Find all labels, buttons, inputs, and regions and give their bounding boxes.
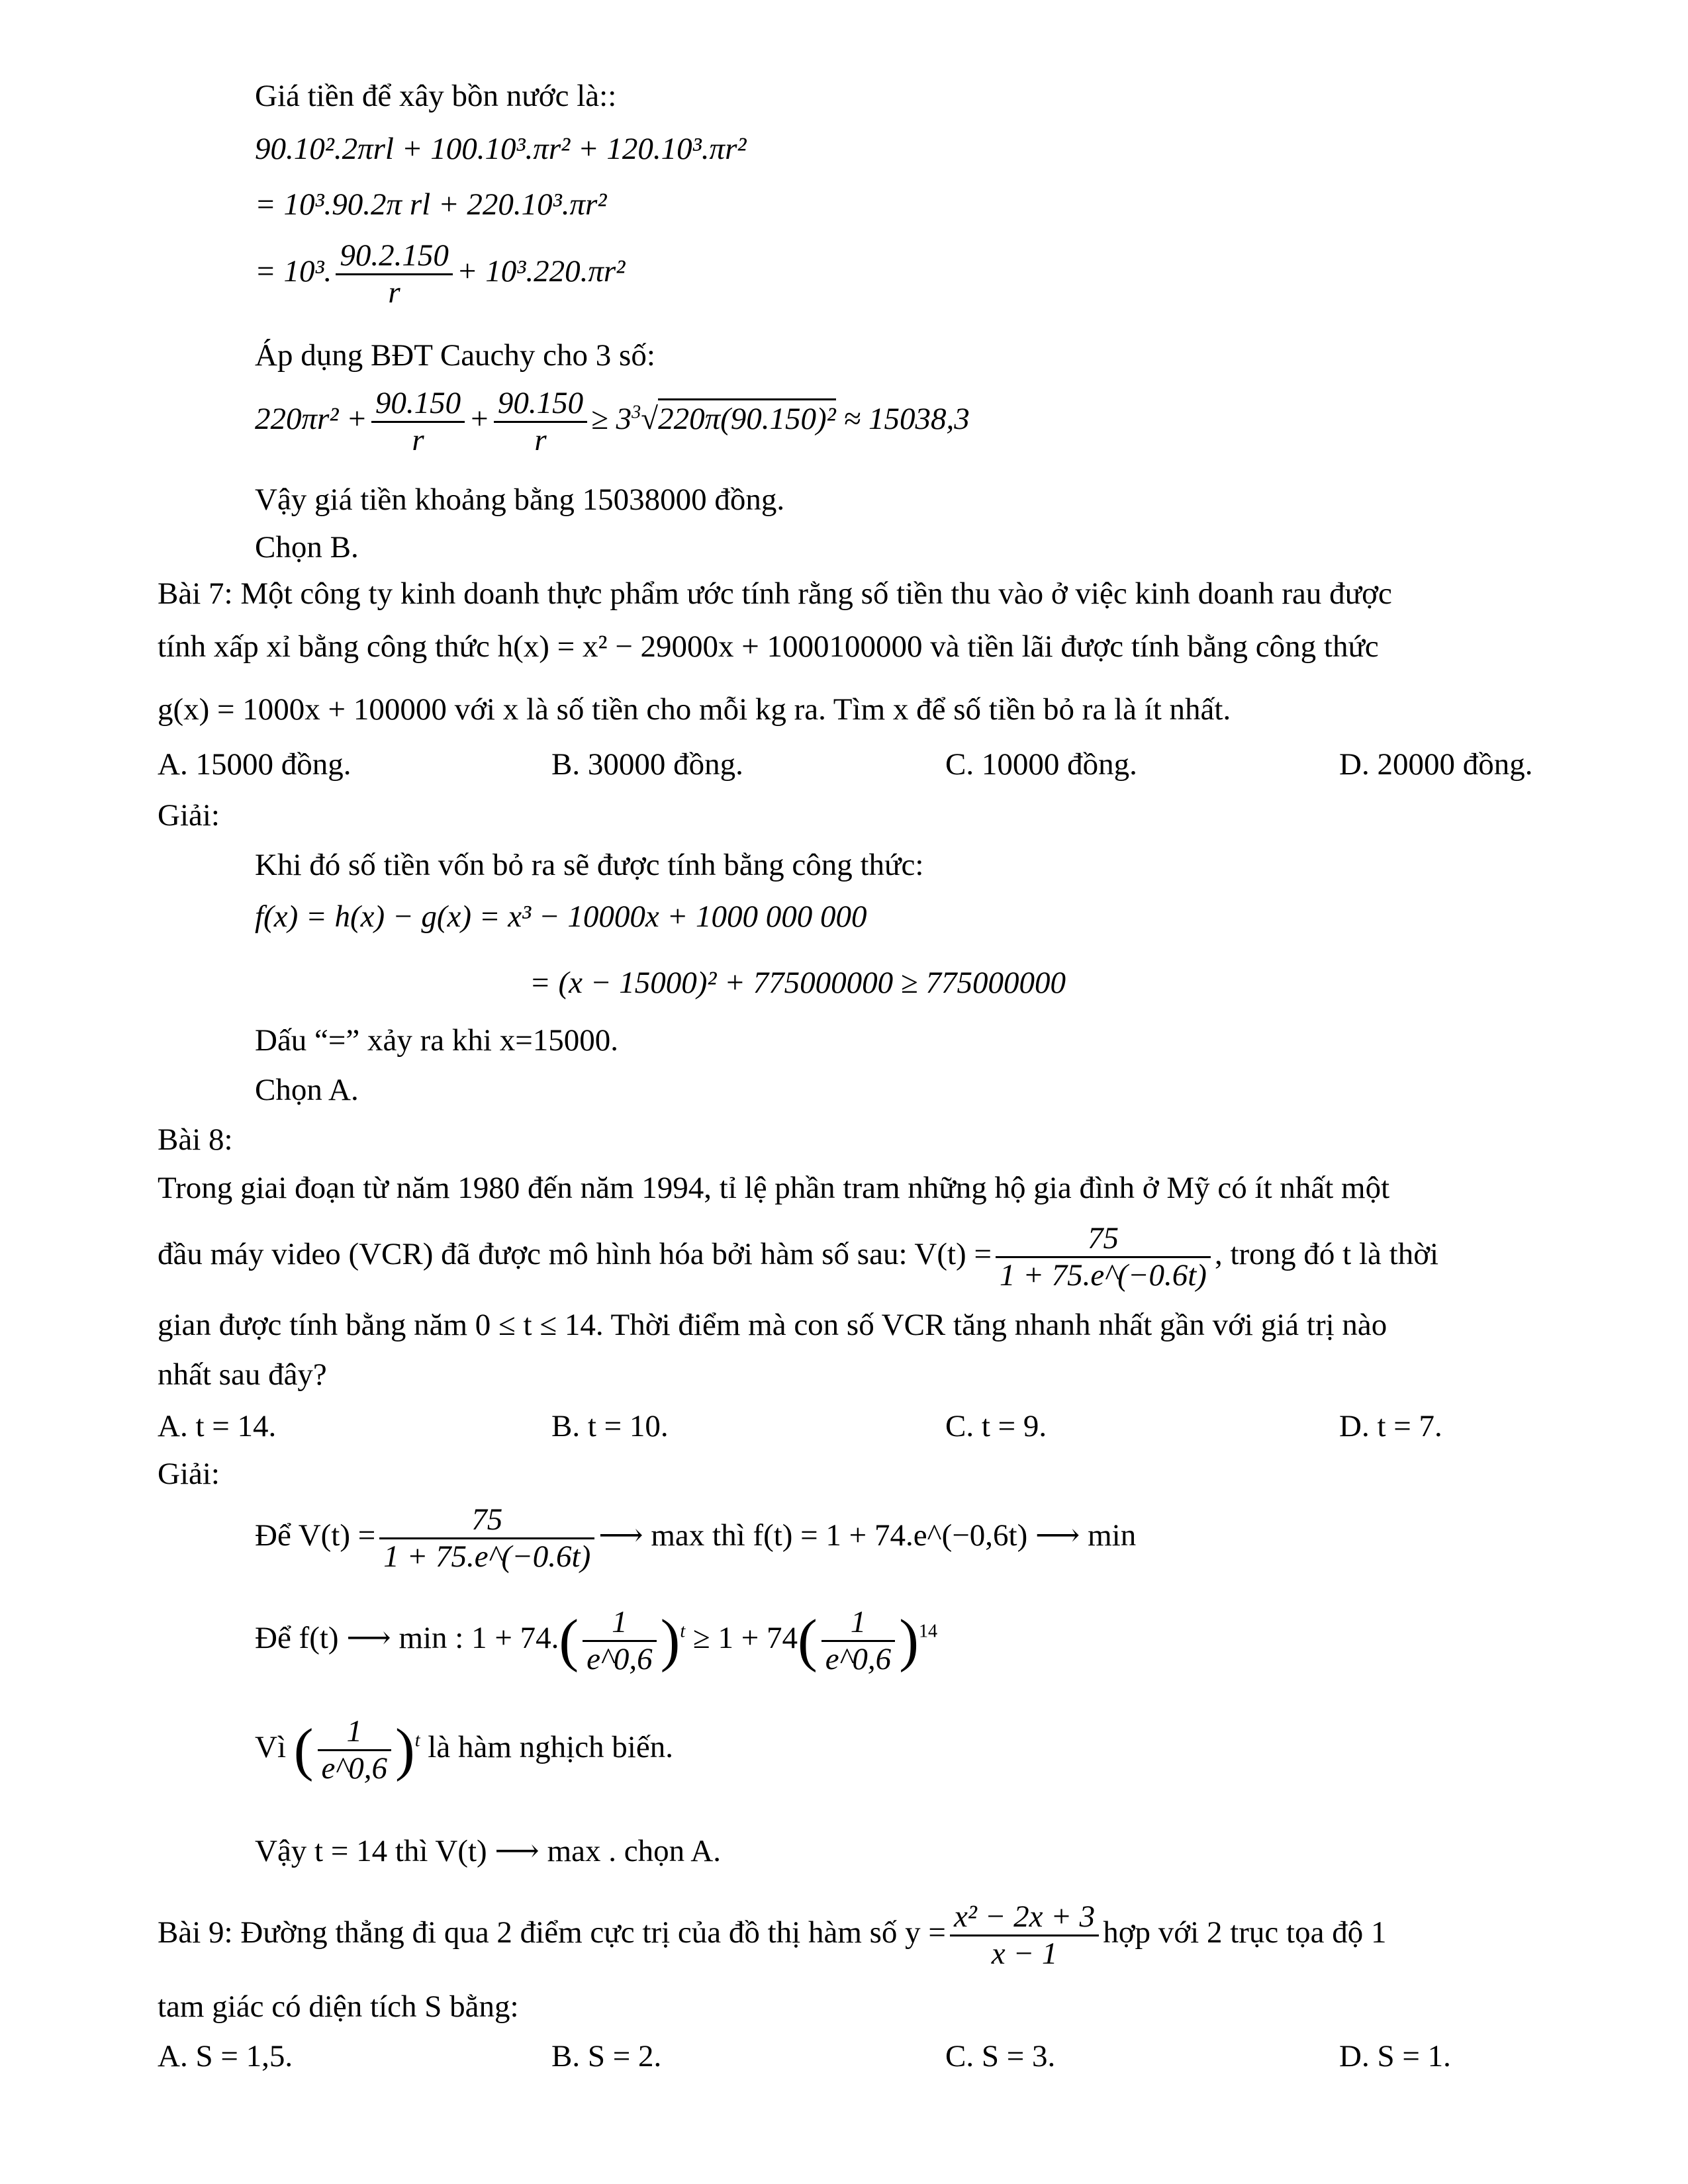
left-paren-icon: ( [797, 1608, 818, 1674]
b8-s1-pre: Để V(t) = [255, 1518, 376, 1553]
root-index: 3 [632, 402, 641, 423]
b9-option-d: D. S = 1. [1339, 2039, 1451, 2073]
b8-solution-4: Vậy t = 14 thì V(t) ⟶ max . chọn A. [255, 1834, 721, 1868]
b7-line-3: g(x) = 1000x + 100000 với x là số tiền cho mỗi kg ra. Tìm x để số tiền bỏ ra là ít nhất. [158, 692, 1231, 727]
b6-expr-3-fraction [336, 238, 453, 310]
fraction-numerator: 75 [996, 1221, 1211, 1258]
cauchy-plus: + [469, 401, 490, 436]
b9-line-1-pre: Bài 9: Đường thẳng đi qua 2 điểm cực trị của đồ thị hàm số y = [158, 1915, 946, 1950]
fraction-numerator: 90.2.150 [336, 238, 453, 275]
fraction-denominator: r [534, 422, 547, 457]
fraction-numerator: x² − 2x + 3 [950, 1899, 1099, 1936]
b8-line-2-post: , trong đó t là thời [1214, 1236, 1439, 1271]
b6-choose: Chọn B. [255, 530, 359, 565]
fraction-denominator: r [388, 275, 400, 310]
b8-s3-pre: Vì [255, 1729, 286, 1764]
sqrt-sign-icon: √ [641, 401, 659, 436]
fraction-numerator: 1 [821, 1605, 895, 1642]
b9-function-fraction [950, 1899, 1099, 1971]
b8-solution-3 [255, 1714, 673, 1786]
b8-line-2-pre: đầu máy video (VCR) đã được mô hình hóa bởi hàm số sau: V(t) = [158, 1236, 992, 1271]
b6-cauchy: Áp dụng BĐT Cauchy cho 3 số: [255, 338, 655, 373]
b7-solution-5: Chọn A. [255, 1073, 359, 1107]
fraction-numerator: 1 [318, 1714, 391, 1751]
b8-s1-fraction [379, 1502, 594, 1574]
b8-s3-exponent: t [414, 1730, 420, 1751]
left-paren-icon: ( [293, 1717, 314, 1783]
b8-function-fraction [996, 1221, 1211, 1293]
b8-s2-pre: Để f(t) ⟶ min : 1 + 74. [255, 1620, 559, 1655]
b9-option-b: B. S = 2. [551, 2039, 662, 2073]
b8-option-b: B. t = 10. [551, 1409, 669, 1443]
b8-line-3: gian được tính bằng năm 0 ≤ t ≤ 14. Thời điểm mà con số VCR tăng nhanh nhất gần với giá trị nào [158, 1308, 1387, 1342]
b8-line-1: Trong giai đoạn từ năm 1980 đến năm 1994, tỉ lệ phần tram những hộ gia đình ở Mỹ có ít nhất một [158, 1171, 1390, 1205]
b6-conclusion: Vậy giá tiền khoảng bằng 15038000 đồng. [255, 482, 785, 517]
b6-expr-3 [255, 238, 625, 310]
b7-option-b: B. 30000 đồng. [551, 747, 743, 782]
b8-solution-label: Giải: [158, 1457, 220, 1491]
b9-line-1 [158, 1899, 1386, 1971]
b7-option-a: A. 15000 đồng. [158, 747, 352, 782]
cauchy-frac-2 [494, 386, 587, 457]
b7-line-1: Bài 7: Một công ty kinh doanh thực phẩm ước tính rằng số tiền thu vào ở việc kinh doanh rau được [158, 576, 1392, 611]
b8-s2-exponent-2: 14 [918, 1621, 938, 1642]
b8-s2-fraction-1 [583, 1605, 656, 1676]
cauchy-ge: ≥ 3 [591, 401, 632, 436]
fraction-denominator: e^0,6 [321, 1751, 387, 1786]
fraction-numerator: 90.150 [494, 386, 587, 423]
b7-solution-3: = (x − 15000)² + 775000000 ≥ 775000000 [530, 966, 1066, 1000]
fraction-numerator: 1 [583, 1605, 656, 1642]
b9-line-2: tam giác có diện tích S bằng: [158, 1989, 519, 2024]
b6-expr-3-pre: = 10³. [255, 253, 332, 289]
b8-s1-post: ⟶ max thì f(t) = 1 + 74.e^(−0,6t) ⟶ min [598, 1518, 1137, 1553]
fraction-numerator: 75 [379, 1502, 594, 1539]
b6-cauchy-expr [255, 386, 970, 457]
cauchy-result: ≈ 15038,3 [843, 401, 970, 436]
b7-solution-2: f(x) = h(x) − g(x) = x³ − 10000x + 1000 000 000 [255, 899, 867, 934]
b7-option-c: C. 10000 đồng. [945, 747, 1137, 782]
b8-option-c: C. t = 9. [945, 1409, 1047, 1443]
cauchy-pre: 220πr² + [255, 401, 367, 436]
fraction-numerator: 90.150 [371, 386, 465, 423]
b8-solution-1 [255, 1502, 1136, 1574]
right-paren-icon: ) [395, 1717, 415, 1783]
b7-line-2: tính xấp xỉ bằng công thức h(x) = x² − 29000x + 1000100000 và tiền lãi được tính bằng công thức [158, 629, 1379, 664]
b8-option-a: A. t = 14. [158, 1409, 277, 1443]
b7-solution-label: Giải: [158, 798, 220, 833]
b9-option-c: C. S = 3. [945, 2039, 1056, 2073]
fraction-denominator: x − 1 [991, 1936, 1058, 1971]
b8-s2-fraction-2 [821, 1605, 895, 1676]
b8-s2-mid: ≥ 1 + 74 [692, 1620, 798, 1655]
fraction-denominator: 1 + 75.e^(−0.6t) [999, 1257, 1207, 1293]
b6-expr-2: = 10³.90.2π rl + 220.10³.πr² [255, 187, 607, 222]
b8-line-4: nhất sau đây? [158, 1357, 327, 1392]
b8-line-2 [158, 1221, 1438, 1293]
right-paren-icon: ) [660, 1608, 680, 1674]
b6-intro: Giá tiền để xây bồn nước là:: [255, 79, 617, 113]
b7-solution-4: Dấu “=” xảy ra khi x=15000. [255, 1023, 618, 1058]
b8-option-d: D. t = 7. [1339, 1409, 1442, 1443]
b8-s2-exponent: t [680, 1621, 686, 1642]
b8-s3-fraction [318, 1714, 391, 1786]
b9-option-a: A. S = 1,5. [158, 2039, 293, 2073]
fraction-denominator: e^0,6 [825, 1641, 892, 1676]
b8-s3-post: là hàm nghịch biến. [428, 1729, 673, 1764]
b8-title: Bài 8: [158, 1122, 233, 1157]
b7-solution-1: Khi đó số tiền vốn bỏ ra sẽ được tính bằng công thức: [255, 848, 924, 882]
fraction-denominator: r [412, 422, 424, 457]
cauchy-radicand: 220π(90.150)² [658, 398, 836, 436]
b6-expr-3-post: + 10³.220.πr² [456, 253, 626, 289]
b8-solution-2 [255, 1605, 937, 1676]
left-paren-icon: ( [559, 1608, 579, 1674]
b6-expr-1: 90.10².2πrl + 100.10³.πr² + 120.10³.πr² [255, 132, 747, 166]
b7-option-d: D. 20000 đồng. [1339, 747, 1533, 782]
right-paren-icon: ) [899, 1608, 919, 1674]
fraction-denominator: 1 + 75.e^(−0.6t) [383, 1539, 591, 1574]
cauchy-frac-1 [371, 386, 465, 457]
fraction-denominator: e^0,6 [586, 1641, 653, 1676]
b9-line-1-post: hợp với 2 trục tọa độ 1 [1103, 1915, 1387, 1950]
